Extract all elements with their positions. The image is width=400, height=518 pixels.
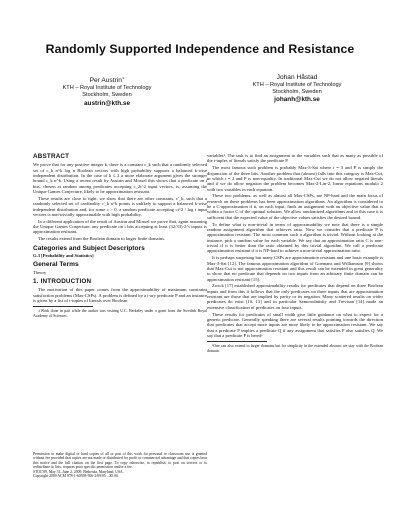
author-name: Per Austrin∗ xyxy=(89,76,125,85)
body-paragraph: The most famous such problem is probably Max-3-Sat where t = 3 and P is simply the disjunction of the three bits. Another problem that (almost) falls into this category is Max-Cut, in which t = 2 and P is non-equality. In traditional Max-Cut we do not allow negated literals and if we do allow negation the problem becomes Max-2-Lin-2, linear equations modulo 2 with two variables in each equation. xyxy=(207,165,383,192)
right-column xyxy=(207,153,383,355)
categories-text: G.3 [Probability and Statistics] xyxy=(33,253,94,258)
footnote: ¹One can also extend to larger domains but for simplicity in the extended abstract we stay with the Boolean domain. xyxy=(207,344,383,353)
body-paragraph: To define what is non-trivial in terms of approximability we note that there is a simple random assignment algorithm that achieves ratio. Now we consider that a predicate P is approximation resistant. The most common such a algorithm is trivial. Without looking at the instance, pick a random value for each variable. We say that an approximation ratio C is non-trivial if it is better than the ratio obtained by this trivial algorithm. We call a predicate approximation resistant if it is NP-hard to achieve a non-trivial approximation ratio. xyxy=(207,221,383,254)
author-email: austrin@kth.se xyxy=(83,99,130,107)
general-terms-heading: General Terms xyxy=(33,261,79,269)
author-block-1 xyxy=(22,74,192,107)
abstract-heading: ABSTRACT xyxy=(33,153,70,160)
author-location: Stockholm, Sweden xyxy=(82,92,132,99)
categories-heading: Categories and Subject Descriptors xyxy=(33,244,145,252)
body-paragraph: These two problems, as well as almost all Max-CSPs, are NP-hard and the main focus of research on these problems has been approximation algorithms. An algorithm is considered to be a C-approximation if it, on each input, finds an assignment with an objective value that is within a factor C of the optimal solution. We allow randomized algorithms and in this case it is sufficient that the expected value of the objective values satisfies the desired bound. xyxy=(207,193,383,220)
general-terms-text: Theory xyxy=(33,269,47,275)
body-paragraph: These results for predicates of small width give little guidance on what to expect for a generic predicate. Generally speaking there are several results pointing towards the direction that predicates that accept more inputs are more likely to be approximation resistant. We say that a predicate P implies a predicate Q if any assignment that satisfies P also satisfies Q. We say that a predicate P is hered- xyxy=(207,311,383,338)
body-paragraph: Zwick [17] established approximability results for predicates that depend on three Boolean inputs and from this it follows that the only predicates on three inputs that are approximation resistant are those that are implied by parity or its negation. Many scattered results on wider predicates do exist [10, 13] and in particular Samorodnitsky and Trevisan [14] made an extensive classification of predicates on four inputs. xyxy=(207,283,383,310)
abstract-paragraph: In a different application of the result of Austrin and Mossel we prove that, again assuming the Unique Games Conjecture, any predicate on t bits accepting at least (32/33)·2^t inputs is approximation resistant. xyxy=(33,218,207,235)
author-affiliation: KTH – Royal Institute of Technology xyxy=(62,85,152,92)
abstract-paragraph: The results extend from the Boolean domain to larger finite domains. xyxy=(38,236,166,242)
body-paragraph: variables¹. The task is to find an assignment to the variables such that as many as possible of the t-tuples of literals satisfy the predicate P. xyxy=(207,153,383,164)
introduction-heading: 1. INTRODUCTION xyxy=(33,278,92,286)
author-block-2 xyxy=(212,74,382,104)
copyright-text: Copyright 2009 ACM 978-1-60558-506-2/09/05 ...$5.00. xyxy=(33,474,119,479)
intro-paragraph: The motivation of this paper comes from the approximability of maximum constraint satisfaction problems (Max-CSPs). A problem is defined by a t-ary predicate P and an instance is given by a list of t-tuples of literals over Boolean xyxy=(33,287,207,304)
abstract-paragraph: These results are close to tight: we show that there are other constants, c'_k, such that a randomly selected set of cardinality c'_k n^k points is unlikely to support a balanced k-wise independent distribution and, for some c > 0, a random predicate accepting ct^2 / log t input vectors is non-trivially approximable with high probability. xyxy=(33,195,207,217)
author-affiliation: KTH – Royal Institute of Technology xyxy=(252,82,342,88)
abstract-paragraph: We prove that for any positive integer k, there is a constant c_k such that a randomly selected set of c_k n^k log n Boolean vectors with high probability supports a balanced k-wise independent distribution. In the case of k ≤ 2 a more elaborate argument gives the stronger bound c_k n^k. Using a recent result by Austrin and Mossel this shows that a predicate on t bits, chosen at random among predicates accepting c_2t^2 input vectors, is, assuming the Unique Games Conjecture, likely to be approximation resistant. xyxy=(33,162,207,195)
permission-text: Permission to make digital or hard copies of all or part of this work for personal or classroom use is granted without fee provided that copies are not made or distributed for profit or commercial advantage and that copies bear this notice and the full citation on the first page. To copy otherwise, to republish, to post on servers or to redistribute to lists, requires prior specific permission and/or a fee. xyxy=(33,452,207,470)
left-column xyxy=(33,154,207,320)
footnote: ∗Work done in part while the author was visiting U.C. Berkeley under a grant from the Swedish Royal Academy of Sciences. xyxy=(33,309,207,318)
permission-block xyxy=(33,452,207,479)
venue-text: STOC'09, May 31–June 2, 2009, Bethesda, Maryland, USA. xyxy=(33,469,124,474)
footnote-rule xyxy=(33,306,93,307)
author-email: johanh@kth.se xyxy=(274,96,320,104)
body-paragraph: It is perhaps surprising but many CSPs are approximation resistant and one basic example is Max-3-Sat [12]. The famous approximation algorithm of Goemans and Williamson [9] shows that Max-Cut is not approximation resistant and this result can be extended in great generality to show that no predicate that depends on two inputs from an arbitrary finite domain can be approximation resistant [15]. xyxy=(207,255,383,282)
paper-title: Randomly Supported Independence and Resistance xyxy=(45,42,355,56)
author-name: Johan Håstad xyxy=(276,74,318,81)
footnote-rule xyxy=(207,341,267,342)
author-location: Stockholm, Sweden xyxy=(272,89,322,96)
